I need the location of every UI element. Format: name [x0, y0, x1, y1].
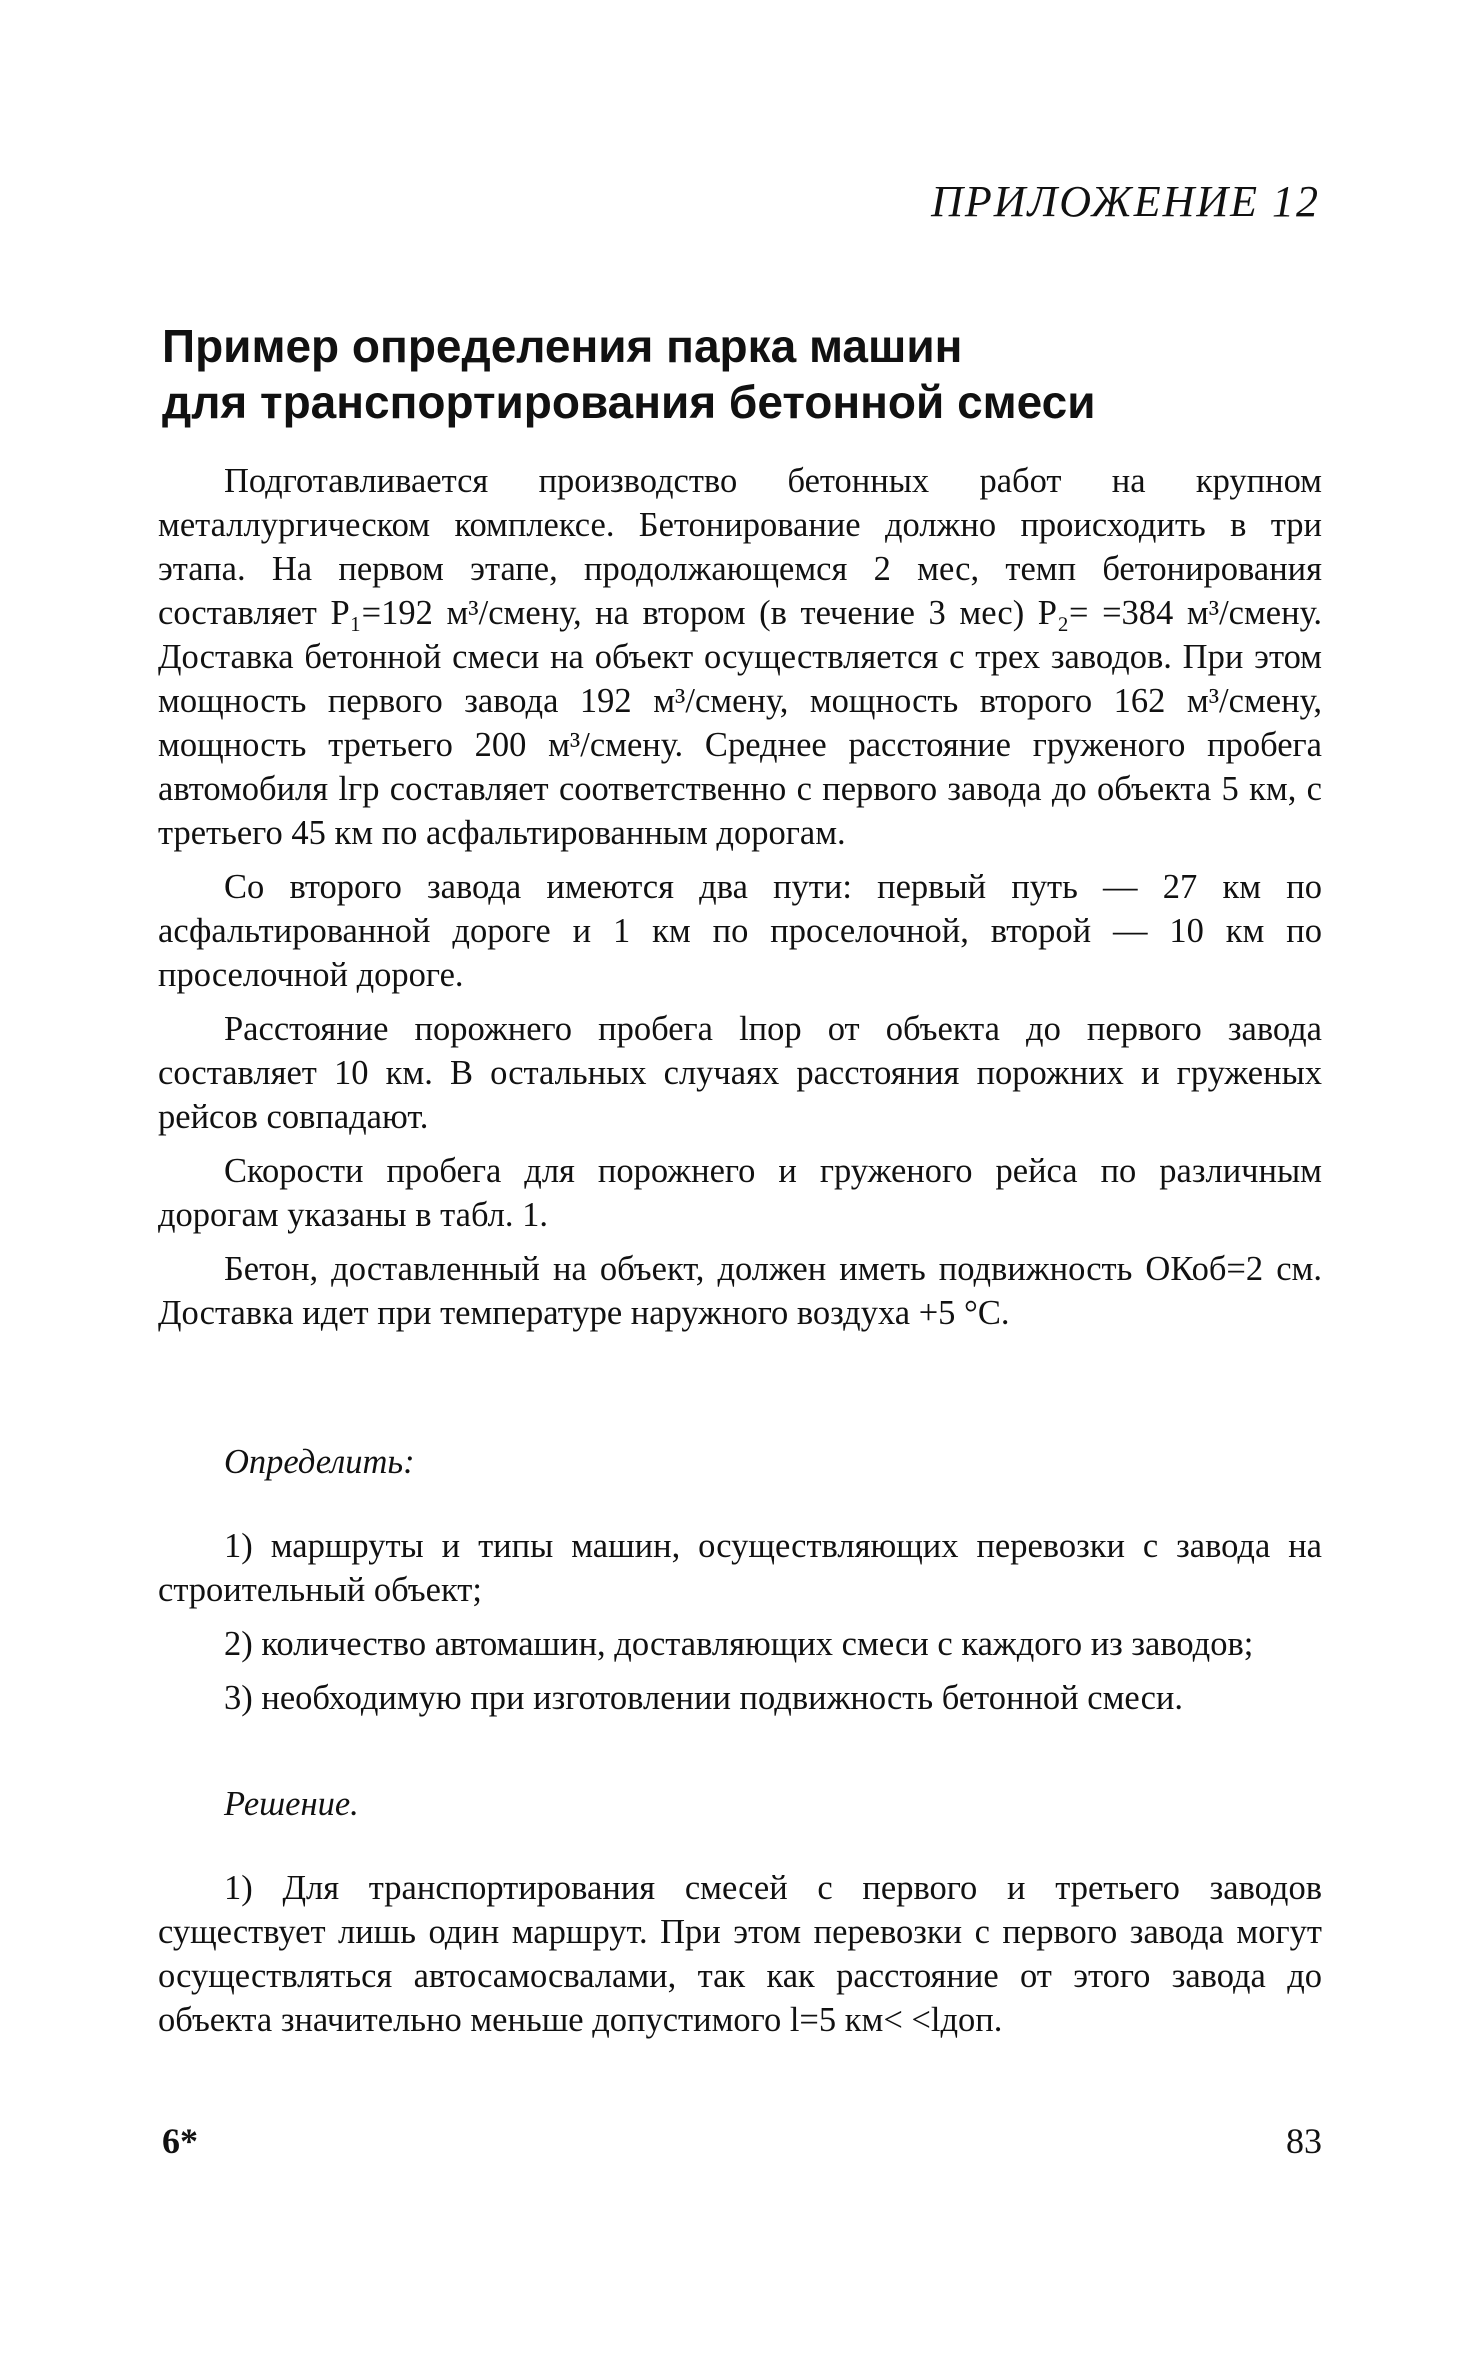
list-item: 3) необходимую при изготовлении подвижность бетонной смеси. — [224, 1679, 1183, 1717]
page-number: 83 — [1286, 2121, 1322, 2161]
solution-heading: Решение. — [224, 1785, 359, 1823]
title-line-1: Пример определения парка машин — [162, 320, 963, 372]
page-title — [162, 318, 1322, 430]
signature-mark: 6* — [162, 2121, 198, 2161]
list-item: 2) количество автомашин, доставляющих смеси с каждого из заводов; — [224, 1625, 1254, 1663]
problem-statement — [158, 459, 1322, 1335]
determine-list — [158, 1524, 1322, 1720]
paragraph: 1) Для транспортирования смесей с первого и третьего заводов существует лишь один маршрут. При этом перевозки с первого завода могут осуществляться автосамосвалами, так как расстояние от этого завода до объекта значительно меньше допустимого l=5 км< <lдоп. — [158, 1869, 1322, 2039]
list-item: 1) маршруты и типы машин, осуществляющих перевозки с завода на строительный объект; — [158, 1527, 1322, 1609]
paragraph: Бетон, доставленный на объект, должен иметь подвижность ОКоб=2 см. Доставка идет при температуре наружного воздуха +5 °С. — [158, 1250, 1322, 1332]
paragraph: Расстояние порожнего пробега lпор от объекта до первого завода составляет 10 км. В остальных случаях расстояния порожних и груженых рейсов совпадают. — [158, 1010, 1322, 1136]
title-line-2: для транспортирования бетонной смеси — [162, 376, 1096, 428]
paragraph: Со второго завода имеются два пути: первый путь — 27 км по асфальтированной дороге и 1 км по проселочной, второй — 10 км по проселочной дороге. — [158, 868, 1322, 994]
paragraph: Скорости пробега для порожнего и груженого рейса по различным дорогам указаны в табл. 1. — [158, 1152, 1322, 1234]
appendix-label: ПРИЛОЖЕНИЕ 12 — [931, 177, 1320, 226]
determine-heading: Определить: — [224, 1443, 415, 1481]
paragraph: Подготавливается производство бетонных работ на крупном металлургическом комплексе. Бетонирование должно происходить в три этапа. На первом этапе, продолжающемся 2 мес, темп бетонирования составляет P₁=192 м³/смену, на втором (в течение 3 мес) P₂= =384 м³/смену. Доставка бетонной смеси на объект осуществляется с трех заводов. При этом мощность первого завода 192 м³/смену, мощность второго 162 м³/смену, мощность третьего 200 м³/смену. Среднее расстояние груженого пробега автомобиля lгр составляет соответственно с первого завода до объекта 5 км, с третьего 45 км по асфальтированным дорогам. — [158, 462, 1322, 852]
solution-text — [158, 1866, 1322, 2042]
